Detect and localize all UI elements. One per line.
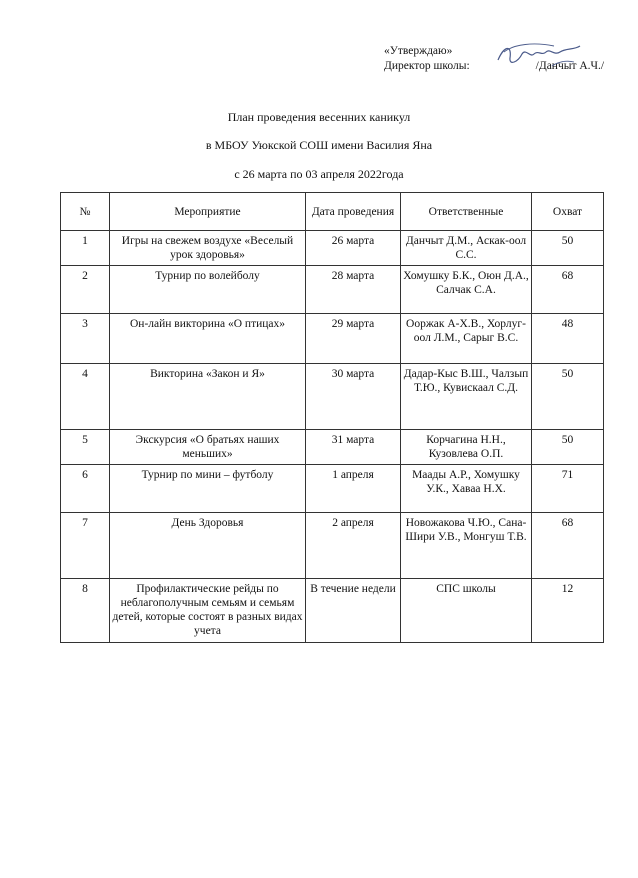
cell-num: 5 <box>61 430 110 465</box>
cell-num: 6 <box>61 465 110 513</box>
table-row <box>61 314 604 364</box>
table-row <box>61 364 604 430</box>
cell-responsible: Маады А.Р., Хомушку У.К., Хаваа Н.Х. <box>401 465 532 513</box>
table-row <box>61 430 604 465</box>
table-row <box>61 465 604 513</box>
header-event: Мероприятие <box>110 193 306 231</box>
table-header-row <box>61 193 604 231</box>
cell-responsible: Новожакова Ч.Ю., Сана-Шири У.В., Монгуш Т.В. <box>401 513 532 579</box>
header-date: Дата проведения <box>306 193 401 231</box>
cell-event: Викторина «Закон и Я» <box>110 364 306 430</box>
cell-event: День Здоровья <box>110 513 306 579</box>
cell-coverage: 50 <box>532 430 604 465</box>
cell-responsible: Дадар-Кыс В.Ш., Чалзып Т.Ю., Кувискаал С.Д. <box>401 364 532 430</box>
cell-date: 29 марта <box>306 314 401 364</box>
cell-date: 30 марта <box>306 364 401 430</box>
cell-num: 2 <box>61 266 110 314</box>
cell-responsible: Ооржак А-Х.В., Хорлуг-оол Л.М., Сарыг В.С. <box>401 314 532 364</box>
approval-label: «Утверждаю» <box>384 45 453 57</box>
table-row <box>61 266 604 314</box>
header-responsible: Ответственные <box>401 193 532 231</box>
cell-num: 3 <box>61 314 110 364</box>
cell-coverage: 68 <box>532 266 604 314</box>
cell-responsible: Хомушку Б.К., Оюн Д.А., Салчак С.А. <box>401 266 532 314</box>
cell-num: 4 <box>61 364 110 430</box>
cell-date: 28 марта <box>306 266 401 314</box>
table-row <box>61 231 604 266</box>
cell-coverage: 71 <box>532 465 604 513</box>
cell-responsible: Корчагина Н.Н., Кузовлева О.П. <box>401 430 532 465</box>
cell-event: Профилактические рейды по неблагополучным семьям и семьям детей, которые состоят в разных видах учета <box>110 579 306 643</box>
cell-date: 26 марта <box>306 231 401 266</box>
cell-event: Экскурсия «О братьях наших меньших» <box>110 430 306 465</box>
director-label: Директор школы: <box>384 60 470 72</box>
cell-coverage: 48 <box>532 314 604 364</box>
cell-event: Игры на свежем воздухе «Веселый урок здоровья» <box>110 231 306 266</box>
events-table <box>60 192 604 643</box>
director-signature <box>494 40 584 72</box>
cell-num: 8 <box>61 579 110 643</box>
header-coverage: Охват <box>532 193 604 231</box>
title-line-2: в МБОУ Уюкской СОШ имени Василия Яна <box>205 138 433 152</box>
cell-num: 1 <box>61 231 110 266</box>
cell-date: 1 апреля <box>306 465 401 513</box>
cell-date: 2 апреля <box>306 513 401 579</box>
cell-num: 7 <box>61 513 110 579</box>
title-line-1: План проведения весенних каникул <box>227 110 411 124</box>
cell-responsible: Данчыт Д.М., Аскак-оол С.С. <box>401 231 532 266</box>
cell-event: Турнир по волейболу <box>110 266 306 314</box>
cell-coverage: 50 <box>532 364 604 430</box>
table-row <box>61 513 604 579</box>
cell-date: 31 марта <box>306 430 401 465</box>
cell-coverage: 12 <box>532 579 604 643</box>
cell-event: Он-лайн викторина «О птицах» <box>110 314 306 364</box>
title-line-3: с 26 марта по 03 апреля 2022года <box>234 167 404 181</box>
cell-coverage: 50 <box>532 231 604 266</box>
cell-event: Турнир по мини – футболу <box>110 465 306 513</box>
cell-date: В течение недели <box>306 579 401 643</box>
table-row <box>61 579 604 643</box>
cell-responsible: СПС школы <box>401 579 532 643</box>
cell-coverage: 68 <box>532 513 604 579</box>
director-name: /Данчыт А.Ч./ <box>535 60 605 72</box>
header-num: № <box>61 193 110 231</box>
